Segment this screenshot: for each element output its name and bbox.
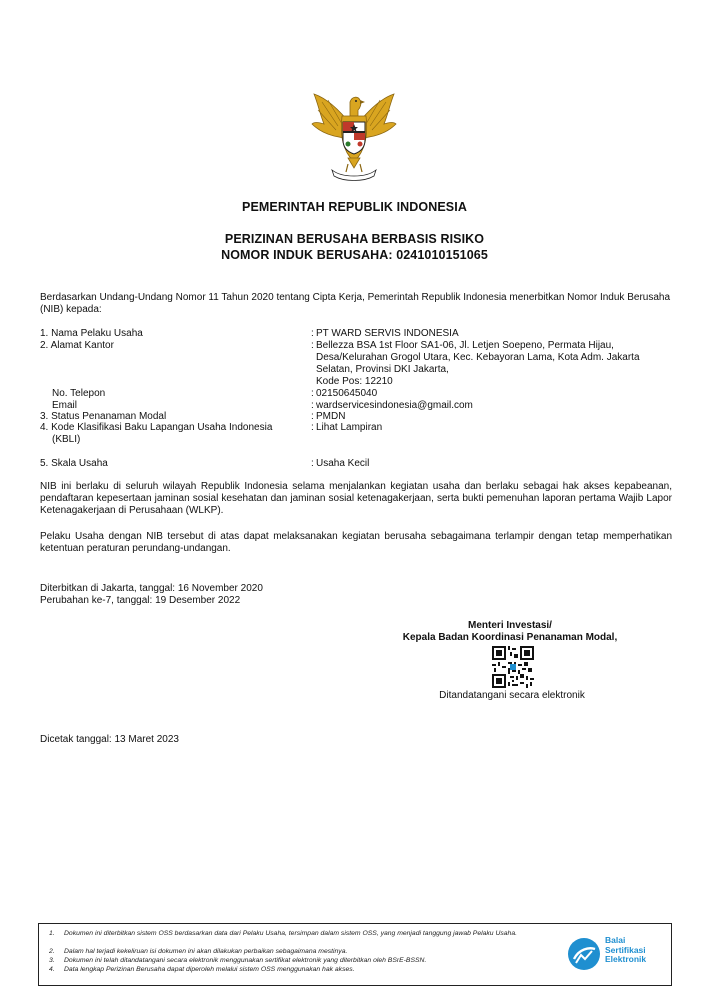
label-investment-status: 3. Status Penanaman Modal <box>40 411 167 422</box>
footnote-number: 3. <box>49 957 55 964</box>
document-title: PERIZINAN BERUSAHA BERBASIS RISIKO <box>224 232 485 246</box>
label-email: Email <box>52 400 78 411</box>
label-office-address: 2. Alamat Kantor <box>40 340 114 351</box>
value-email: wardservicesindonesia@gmail.com <box>316 400 473 411</box>
signatory-title: Menteri Investasi/ <box>468 620 552 631</box>
label-business-scale: 5. Skala Usaha <box>40 458 108 469</box>
nib-heading: NOMOR INDUK BERUSAHA: 0241010151065 <box>221 248 488 262</box>
government-heading: PEMERINTAH REPUBLIK INDONESIA <box>242 200 467 214</box>
footnote-text: Dokumen ini telah ditandatangani secara elektronik menggunakan sertifikat elektronik yang diterbitkan oleh BSrE-BSSN. <box>64 957 427 964</box>
label-kbli: 4. Kode Klasifikasi Baku Lapangan Usaha Indonesia <box>40 422 273 433</box>
bsre-logo-icon <box>567 937 601 971</box>
separator: : <box>311 411 314 422</box>
label-business-name: 1. Nama Pelaku Usaha <box>40 328 143 339</box>
separator: : <box>311 388 314 399</box>
separator: : <box>311 458 314 469</box>
separator: : <box>311 422 314 433</box>
value-kbli: Lihat Lampiran <box>316 422 383 433</box>
intro-text: Berdasarkan Undang-Undang Nomor 11 Tahun 2020 tentang Cipta Kerja, Pemerintah Republik Indonesia menerbitkan Nomor Induk Berusaha (NIB) kepada: <box>40 292 671 315</box>
bsre-line: Balai <box>605 935 626 945</box>
activity-paragraph: Pelaku Usaha dengan NIB tersebut di atas dapat melaksanakan kegiatan berusaha sebagaimana terlampir dengan tetap memperhatikan ketentuan peraturan perundang-undangan. <box>40 531 672 554</box>
footnote-text: Dalam hal terjadi kekeliruan isi dokumen ini akan dilakukan perbaikan sebagaimana mestinya. <box>64 948 348 955</box>
value-postal-code: Kode Pos: 12210 <box>316 376 393 387</box>
separator: : <box>311 340 314 351</box>
qr-code-icon <box>492 646 534 688</box>
bsre-line: Sertifikasi <box>605 944 646 955</box>
e-signature-note: Ditandatangani secara elektronik <box>439 690 585 701</box>
value-business-name: PT WARD SERVIS INDONESIA <box>316 328 459 339</box>
value-investment-status: PMDN <box>316 411 346 422</box>
bsre-logo-text <box>605 936 646 965</box>
printed-date: Dicetak tanggal: 13 Maret 2023 <box>40 734 179 745</box>
bsre-line: Elektronik <box>605 954 647 964</box>
garuda-emblem <box>308 88 400 184</box>
value-office-address: Bellezza BSA 1st Floor SA1-06, Jl. Letjen Soepeno, Permata Hijau, Desa/Kelurahan Grogol Utara, Kec. Kebayoran Lama, Kota Adm. Jakarta Selatan, Provinsi DKI Jakarta, <box>316 340 640 375</box>
revision-date: Perubahan ke-7, tanggal: 19 Desember 2022 <box>40 595 241 606</box>
footnote-text: Dokumen ini diterbitkan sistem OSS berdasarkan data dari Pelaku Usaha, tersimpan dalam sistem OSS, yang menjadi tanggung jawab Pelaku Usaha. <box>64 930 517 937</box>
label-kbli-suffix: (KBLI) <box>52 434 81 445</box>
footnote-number: 2. <box>49 948 55 955</box>
signatory-office: Kepala Badan Koordinasi Penanaman Modal, <box>402 632 618 643</box>
footnote-text: Data lengkap Perizinan Berusaha dapat diperoleh melalui sistem OSS menggunakan hak akses. <box>64 966 355 973</box>
value-phone: 02150645040 <box>316 388 378 399</box>
validity-paragraph: NIB ini berlaku di seluruh wilayah Republik Indonesia selama menjalankan kegiatan usaha dan berlaku sebagai hak akses kepabeanan, pendaftaran kepesertaan jaminan sosial kesehatan dan jaminan sosial ketenagakerjaan, serta bukti pemenuhan laporan pertama Wajib Lapor Ketenagakerjaan di Perusahaan (WLKP). <box>40 481 672 516</box>
footnote-number: 1. <box>49 930 55 937</box>
value-business-scale: Usaha Kecil <box>316 458 370 469</box>
footer-notes-box <box>38 923 672 986</box>
label-phone: No. Telepon <box>52 388 106 399</box>
separator: : <box>311 400 314 411</box>
footnote-number: 4. <box>49 966 55 973</box>
issued-date: Diterbitkan di Jakarta, tanggal: 16 November 2020 <box>40 583 263 594</box>
separator: : <box>311 328 314 339</box>
